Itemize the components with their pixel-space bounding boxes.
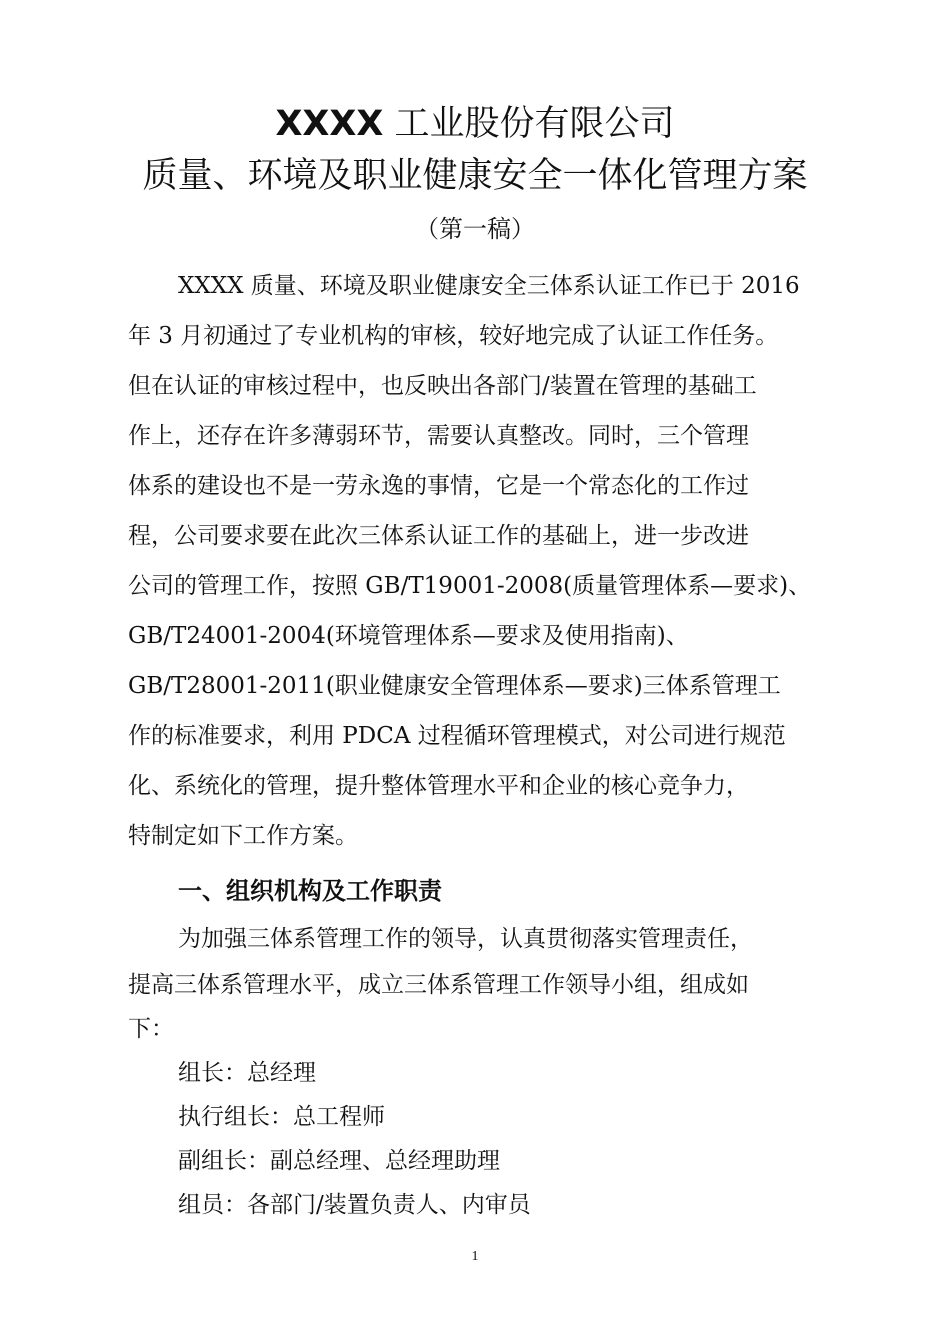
page-number: 1 bbox=[471, 1249, 479, 1264]
intro-line: 但在认证的审核过程中，也反映出各部门/装置在管理的基础工 bbox=[128, 373, 757, 399]
intro-line: GB/T24001-2004(环境管理体系—要求及使用指南)、 bbox=[128, 623, 689, 649]
intro-line: 程，公司要求要在此次三体系认证工作的基础上，进一步改进 bbox=[128, 523, 749, 549]
intro-line: 公司的管理工作，按照 GB/T19001-2008(质量管理体系—要求)、 bbox=[128, 573, 812, 599]
draft-label: （第一稿） bbox=[415, 215, 535, 243]
section-paragraph-line: 提高三体系管理水平，成立三体系管理工作领导小组，组成如 bbox=[128, 972, 749, 998]
company-prefix: XXXX bbox=[275, 104, 384, 144]
company-title bbox=[0, 102, 950, 146]
team-members: 组员：各部门/装置负责人、内审员 bbox=[178, 1192, 531, 1218]
section-heading: 一、组织机构及工作职责 bbox=[178, 877, 442, 905]
deputy-leader: 副组长：副总经理、总经理助理 bbox=[178, 1148, 500, 1174]
section-paragraph-line: 为加强三体系管理工作的领导，认真贯彻落实管理责任， bbox=[178, 926, 753, 952]
executive-leader: 执行组长：总工程师 bbox=[178, 1104, 385, 1130]
intro-line: XXXX 质量、环境及职业健康安全三体系认证工作已于 2016 bbox=[178, 273, 800, 299]
intro-line: 作上，还存在许多薄弱环节，需要认真整改。同时，三个管理 bbox=[128, 423, 749, 449]
document-subtitle: 质量、环境及职业健康安全一体化管理方案 bbox=[142, 156, 808, 196]
intro-line: 特制定如下工作方案。 bbox=[128, 823, 358, 849]
section-paragraph-line: 下： bbox=[128, 1016, 174, 1042]
intro-line: 化、系统化的管理，提升整体管理水平和企业的核心竞争力， bbox=[128, 773, 749, 799]
team-leader: 组长：总经理 bbox=[178, 1060, 316, 1086]
intro-line: 年 3 月初通过了专业机构的审核，较好地完成了认证工作任务。 bbox=[128, 323, 779, 349]
company-name: 工业股份有限公司 bbox=[394, 104, 675, 144]
intro-line: 体系的建设也不是一劳永逸的事情，它是一个常态化的工作过 bbox=[128, 473, 749, 499]
intro-line: 作的标准要求，利用 PDCA 过程循环管理模式，对公司进行规范 bbox=[128, 723, 786, 749]
intro-line: GB/T28001-2011(职业健康安全管理体系—要求)三体系管理工 bbox=[128, 673, 781, 699]
